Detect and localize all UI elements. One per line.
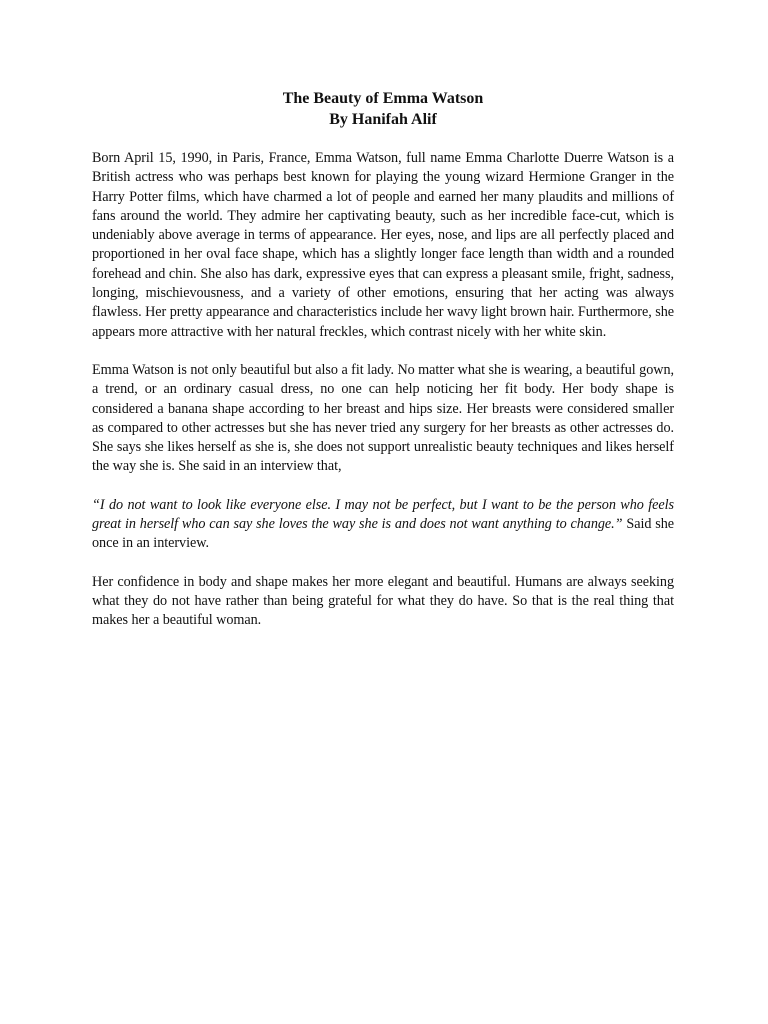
quote-attribution: Said she once in an interview. xyxy=(92,516,674,552)
paragraph-fitness: Emma Watson is not only beautiful but also a fit lady. No matter what she is wearing, a beautiful gown, a trend, or an ordinary casual dress, no one can help noticing her fit body. Her body shape is considered a banana shape according to her breast and hips size. Her breasts were considered smaller as compared to other actresses but she has never tried any surgery for her breasts as other actresses do. She says she likes herself as she is, she does not support unrealistic beauty techniques and likes herself the way she is. She said in an interview that, xyxy=(92,361,674,475)
quote-text: “I do not want to look like everyone else. I may not be perfect, but I want to be the person who feels great in herself who can say she loves the way she is and does not want anything to change.” xyxy=(92,496,674,533)
paragraph-closing: Her confidence in body and shape makes her more elegant and beautiful. Humans are always seeking what they do not have rather than being grateful for what they do have. So that is the real thing that makes her a beautiful woman. xyxy=(92,573,674,629)
document-title: The Beauty of Emma Watson xyxy=(282,90,484,107)
paragraph-quote xyxy=(92,496,674,554)
document-byline: By Hanifah Alif xyxy=(329,111,437,128)
document-body xyxy=(92,149,674,631)
paragraph-intro: Born April 15, 1990, in Paris, France, Emma Watson, full name Emma Charlotte Duerre Watson is a British actress who was perhaps best known for playing the young wizard Hermione Granger in the Harry Potter films, which have charmed a lot of people and earned her many plaudits and millions of fans around the world. They admire her captivating beauty, such as her incredible face-cut, which is undeniably above average in terms of appearance. Her eyes, nose, and lips are all perfectly placed and proportioned in her oval face shape, which has a slightly longer face length than width and a rounded forehead and chin. She also has dark, expressive eyes that can express a pleasant smile, fright, sadness, longing, mischievousness, and a variety of other emotions, ensuring that her acting was always flawless. Her pretty appearance and characteristics include her wavy light brown hair. Furthermore, she appears more attractive with her natural freckles, which contrast nicely with her white skin. xyxy=(92,150,674,340)
document-page xyxy=(92,88,674,650)
